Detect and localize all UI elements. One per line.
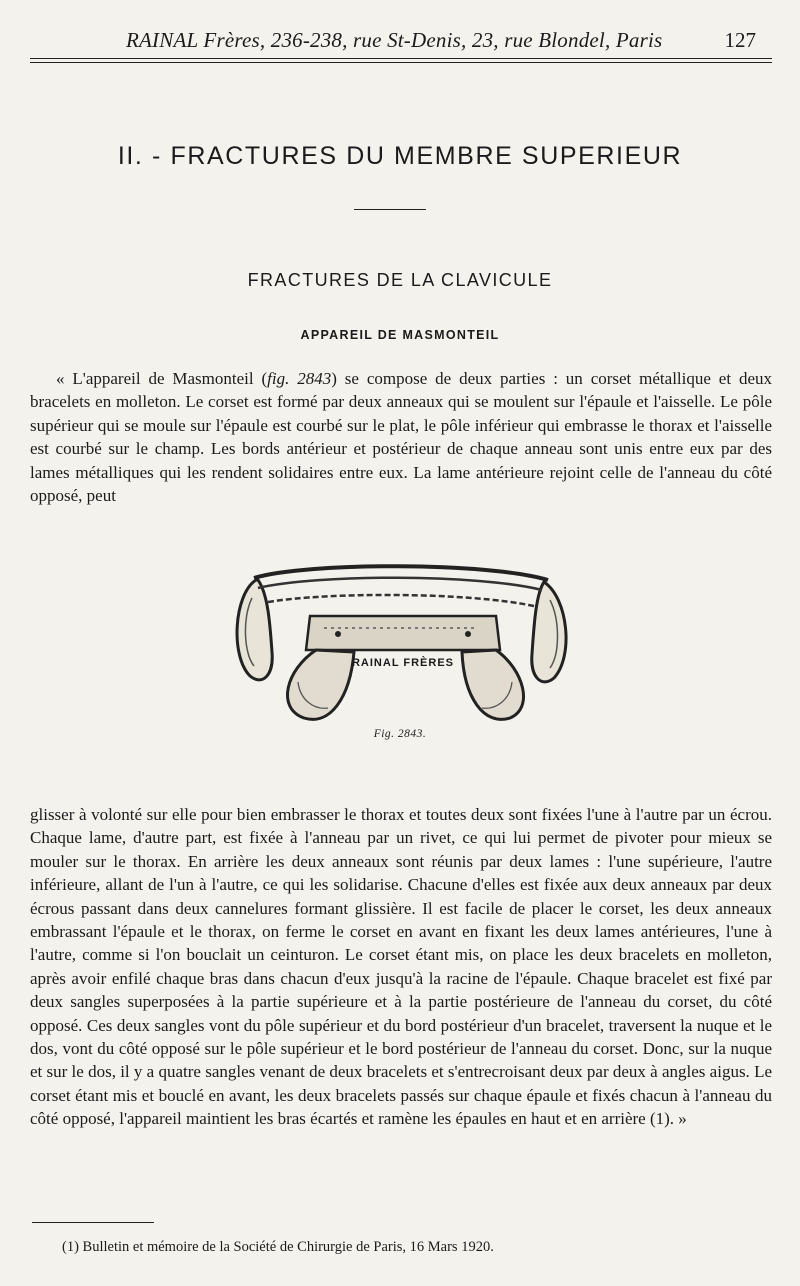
header-rule-top bbox=[30, 58, 772, 59]
figure-reference: fig. 2843 bbox=[267, 369, 332, 388]
paragraph-intro-start: « L'appareil de Masmonteil ( bbox=[56, 369, 268, 388]
footnote-rule bbox=[32, 1222, 154, 1223]
header-rule-bottom bbox=[30, 62, 772, 63]
paragraph-continued: glisser à volonté sur elle pour bien embrasser le thorax et toutes deux sont fixées l'une à l'autre par un écrou. Chaque lame, d'autre part, est fixée à l'anneau par un rivet, ce qui lui permet de pivoter pour mieux se mouler sur le thorax. En arrière les deux anneaux sont réunis par deux lames : l'une supérieure, l'autre inférieure, allant de l'un à l'autre, ce qui les solidarise. Chacune d'elles est fixée aux deux anneaux par deux écrous passant dans deux cannelures formant glissière. Il est facile de placer le corset, les deux anneaux embrassant l'épaule et le thorax, on ferme le corset en avant en fixant les deux lames antérieures, l'une à l'autre, comme si l'on bouclait un ceinturon. Le corset étant mis, on place les deux bracelets en molleton, après avoir enfilé chaque bras dans chacun d'eux jusqu'à la racine de l'épaule. Chaque bracelet est fixé par deux sangles superposées à la partie supérieure et à la partie postérieure de l'anneau du corset, du côté opposé. Ces deux sangles vont du pôle supérieur et du bord postérieur d'un bracelet, traversent la nuque et le dos, vont du côté opposé sur le pôle supérieur et le bord postérieur de l'anneau du corset. Donc, sur la nuque et sur le dos, il y a quatre sangles venant de deux bracelets et s'entrecroisant deux par deux à angles aigus. Le corset étant mis et bouclé en avant, les deux bracelets passés sur chaque épaule et fixés chacun à l'anneau du côté opposé, l'appareil maintient les bras écartés et ramène les épaules en haut et en arrière (1). » bbox=[30, 805, 772, 1129]
page-number: 127 bbox=[724, 28, 756, 52]
section-title: II. - FRACTURES DU MEMBRE SUPERIEUR bbox=[117, 142, 683, 170]
footnote: (1) Bulletin et mémoire de la Société de Chirurgie de Paris, 16 Mars 1920. bbox=[62, 1239, 494, 1255]
running-header bbox=[30, 24, 770, 58]
corset-apparatus-drawing bbox=[228, 558, 578, 734]
figure-caption: Fig. 2843. bbox=[373, 728, 427, 740]
paragraph-intro-rest: ) se compose de deux parties : un corset métallique et deux bracelets en molleton. Le corset est formé par deux anneaux qui se moulent sur l'épaule et l'aisselle. Le pôle supérieur qui se moule sur l'épaule est courbé sur le plat, le pôle inférieur qui embrasse le thorax et l'aisselle est courbé sur le champ. Les bords antérieur et postérieur de chaque anneau sont unis entre eux par des lames métalliques qui les rendent solidaires entre eux. La lame antérieure rejoint celle de l'anneau du côté opposé, peut bbox=[30, 369, 772, 506]
section-divider bbox=[354, 209, 426, 210]
maker-label: RAINAL FRÈRES bbox=[351, 657, 455, 669]
apparatus-title: APPAREIL DE MASMONTEIL bbox=[300, 328, 500, 342]
running-title: RAINAL Frères, 236-238, rue St-Denis, 23, rue Blondel, Paris bbox=[126, 28, 663, 52]
paragraph-intro bbox=[30, 367, 772, 507]
figure-2843-illustration bbox=[228, 558, 578, 734]
subtitle: FRACTURES DE LA CLAVICULE bbox=[247, 270, 553, 290]
